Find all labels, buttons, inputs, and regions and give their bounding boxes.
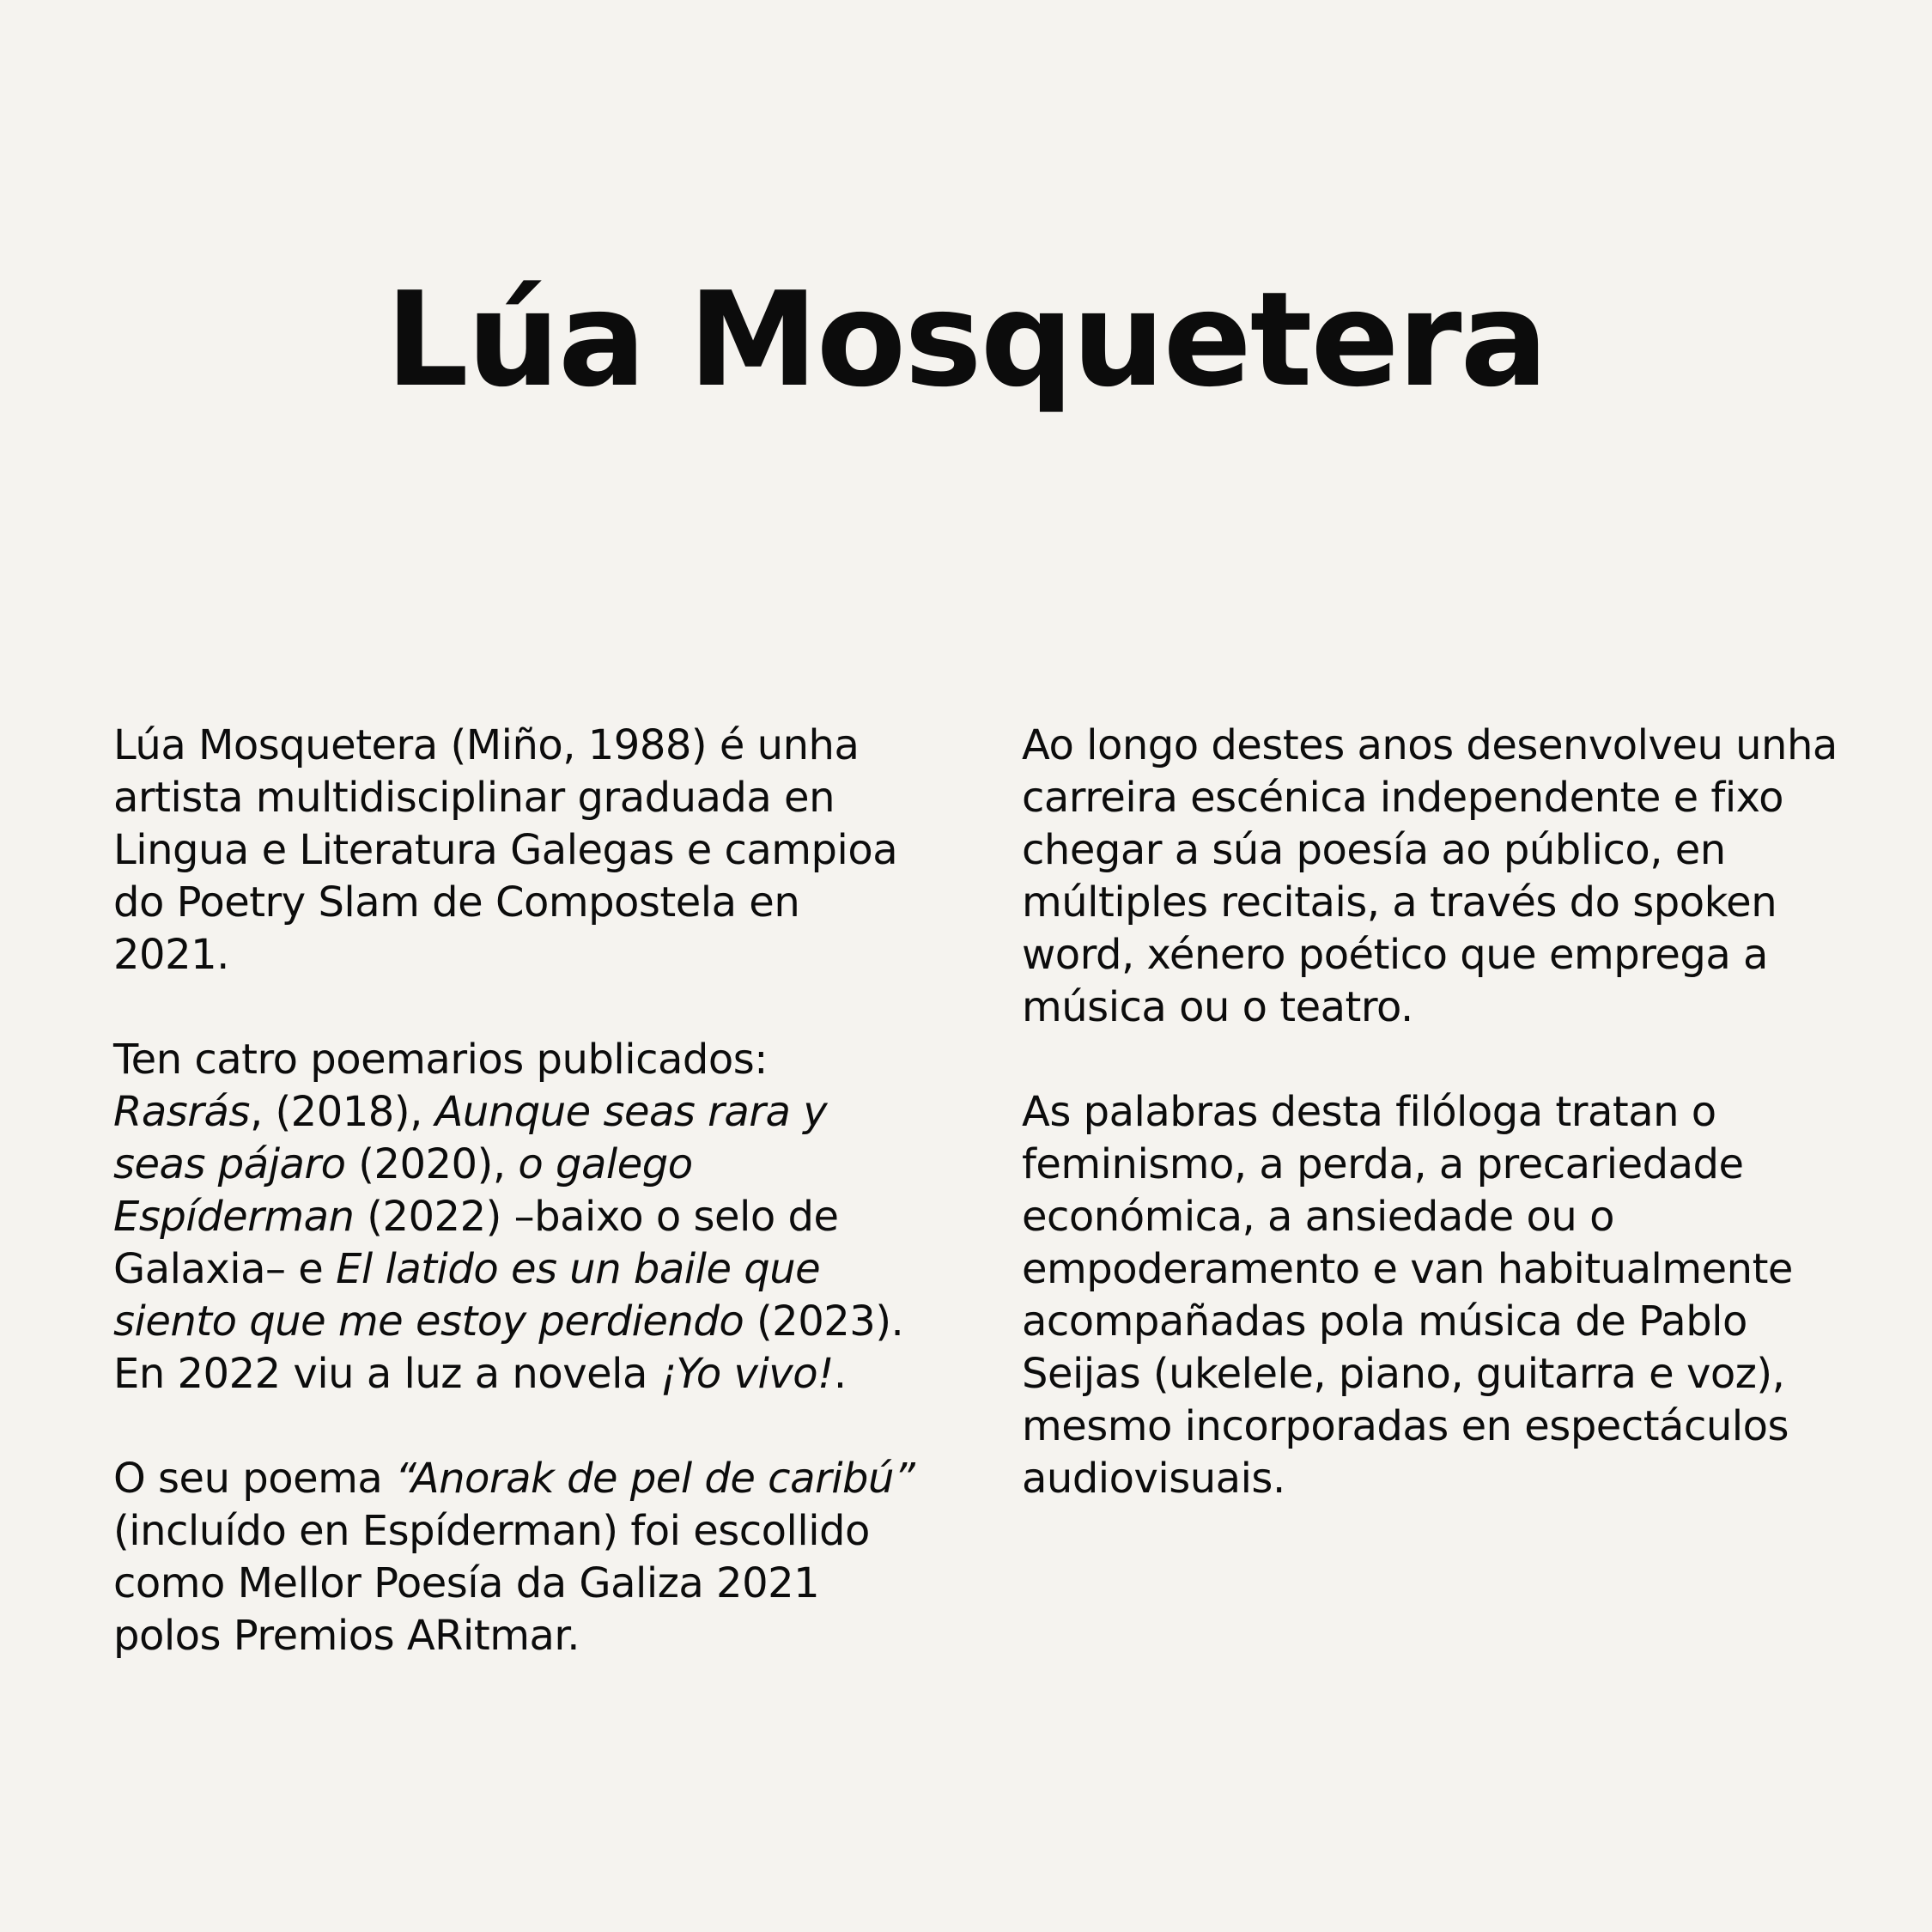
book-year: (2020), xyxy=(345,1140,519,1188)
novel-title: ¡Yo vivo! xyxy=(659,1350,834,1398)
book-title-aunque-seas-rara: Aunque seas rara y seas pájaro xyxy=(113,1088,828,1188)
career-paragraph: Ao longo destes anos desenvolveu unha carreira escénica independente e fixo chegar a súa poesía ao público, en múltiples recitais, a través do spoken word, xénero poético que emprega a música ou o teatro. xyxy=(1022,721,1838,1031)
book-year: (2023). En 2022 viu a luz a novela xyxy=(113,1297,904,1398)
sentence-end: . xyxy=(833,1350,847,1398)
book-year: (2022) –baixo o selo de Galaxia– e xyxy=(113,1193,839,1293)
poem-title: “Anorak de pel de caribú” xyxy=(395,1455,915,1503)
themes-paragraph: As palabras desta filóloga tratan o feminismo, a perda, a precariedade económica, a ansiedade ou o empoderamento e van habitualmente acompañadas pola música de Pablo Seijas (ukelele, piano, guitarra e voz), mesmo incorporadas en espectáculos audiovisuais. xyxy=(1022,1088,1793,1503)
publications-intro: Ten catro poemarios publicados: xyxy=(113,1036,768,1084)
award-paragraph xyxy=(113,1453,920,1662)
left-column xyxy=(113,720,920,1715)
award-intro: O seu poema xyxy=(113,1455,396,1503)
publications-paragraph xyxy=(113,1034,920,1400)
page-title: Lúa Mosquetera xyxy=(385,264,1547,416)
bio-paragraph: Lúa Mosquetera (Miño, 1988) é unha artista multidisciplinar graduada en Lingua e Literatura Galegas e campioa do Poetry Slam de Compostela en 2021. xyxy=(113,721,898,979)
right-column xyxy=(1022,720,1846,1558)
book-title-o-galego-espiderman: o galego Espíderman xyxy=(113,1140,693,1241)
book-title-el-latido: El latido es un baile que siento que me estoy perdiendo xyxy=(113,1245,821,1346)
award-text: (incluído en Espíderman) foi escollido como Mellor Poesía da Galiza 2021 polos Premios ARitmar. xyxy=(113,1507,870,1660)
book-title-rasras: Rasrás xyxy=(113,1088,250,1136)
book-year: , (2018), xyxy=(249,1088,435,1136)
